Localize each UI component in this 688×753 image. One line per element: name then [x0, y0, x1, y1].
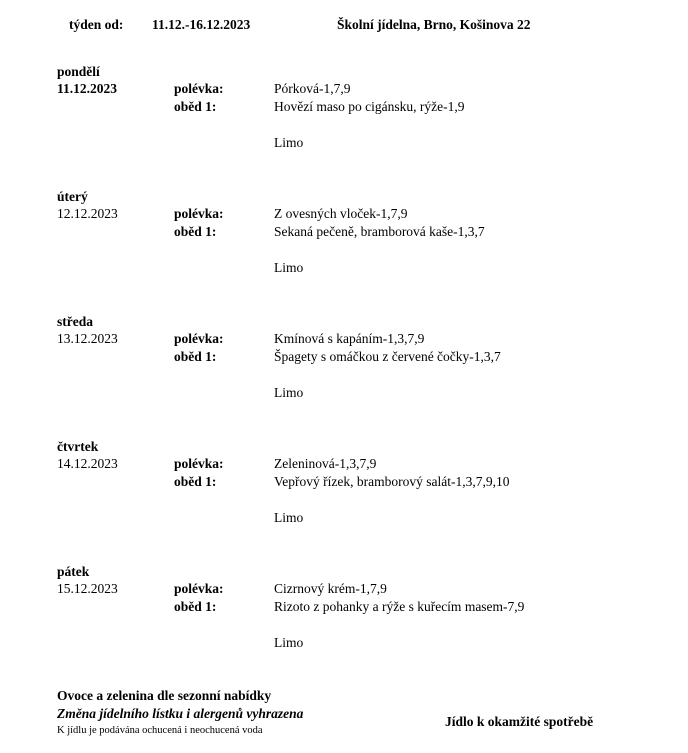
day-block	[0, 564, 688, 689]
day-date: 14.12.2023	[57, 456, 118, 471]
week-range: 11.12.-16.12.2023	[152, 17, 251, 32]
canteen-name: Školní jídelna, Brno, Košinova 22	[337, 17, 531, 32]
soup-label: polévka:	[174, 331, 224, 346]
lunch-label: oběd 1:	[174, 599, 217, 614]
lunch-dish: Sekaná pečeně, bramborová kaše-1,3,7	[274, 224, 485, 239]
day-name: úterý	[57, 189, 88, 204]
footer-change-note: Změna jídelního lístku i alergenů vyhrazena	[57, 706, 304, 721]
day-block	[0, 439, 688, 564]
soup-label: polévka:	[174, 456, 224, 471]
drink: Limo	[274, 260, 304, 275]
lunch-label: oběd 1:	[174, 474, 217, 489]
day-date: 11.12.2023	[57, 81, 118, 96]
lunch-label: oběd 1:	[174, 224, 217, 239]
day-name: čtvrtek	[57, 439, 99, 454]
soup-dish: Cizrnový krém-1,7,9	[274, 581, 387, 596]
day-block	[0, 64, 688, 189]
lunch-dish: Vepřový řízek, bramborový salát-1,3,7,9,10	[274, 474, 510, 489]
day-block	[0, 189, 688, 314]
week-label: týden od:	[69, 17, 124, 32]
lunch-dish: Špagety s omáčkou z červené čočky-1,3,7	[274, 349, 501, 364]
soup-label: polévka:	[174, 581, 224, 596]
lunch-label: oběd 1:	[174, 349, 217, 364]
consume-immediately-note: Jídlo k okamžité spotřebě	[445, 714, 594, 729]
day-name: středa	[57, 314, 93, 329]
day-date: 12.12.2023	[57, 206, 118, 221]
drink: Limo	[274, 135, 304, 150]
soup-dish: Pórková-1,7,9	[274, 81, 351, 96]
day-name: pondělí	[57, 64, 100, 79]
day-date: 13.12.2023	[57, 331, 118, 346]
footer-seasonal-note: Ovoce a zelenina dle sezonní nabídky	[57, 688, 272, 703]
soup-label: polévka:	[174, 81, 224, 96]
drink: Limo	[274, 385, 304, 400]
soup-dish: Z ovesných vloček-1,7,9	[274, 206, 408, 221]
drink: Limo	[274, 510, 304, 525]
soup-label: polévka:	[174, 206, 224, 221]
lunch-dish: Hovězí maso po cigánsku, rýže-1,9	[274, 99, 465, 114]
day-date: 15.12.2023	[57, 581, 118, 596]
day-name: pátek	[57, 564, 90, 579]
footer-water-note: K jídlu je podávána ochucená i neochucená voda	[57, 725, 263, 736]
soup-dish: Kmínová s kapáním-1,3,7,9	[274, 331, 425, 346]
lunch-label: oběd 1:	[174, 99, 217, 114]
drink: Limo	[274, 635, 304, 650]
soup-dish: Zeleninová-1,3,7,9	[274, 456, 377, 471]
day-block	[0, 314, 688, 439]
lunch-dish: Rizoto z pohanky a rýže s kuřecím masem-7,9	[274, 599, 525, 614]
